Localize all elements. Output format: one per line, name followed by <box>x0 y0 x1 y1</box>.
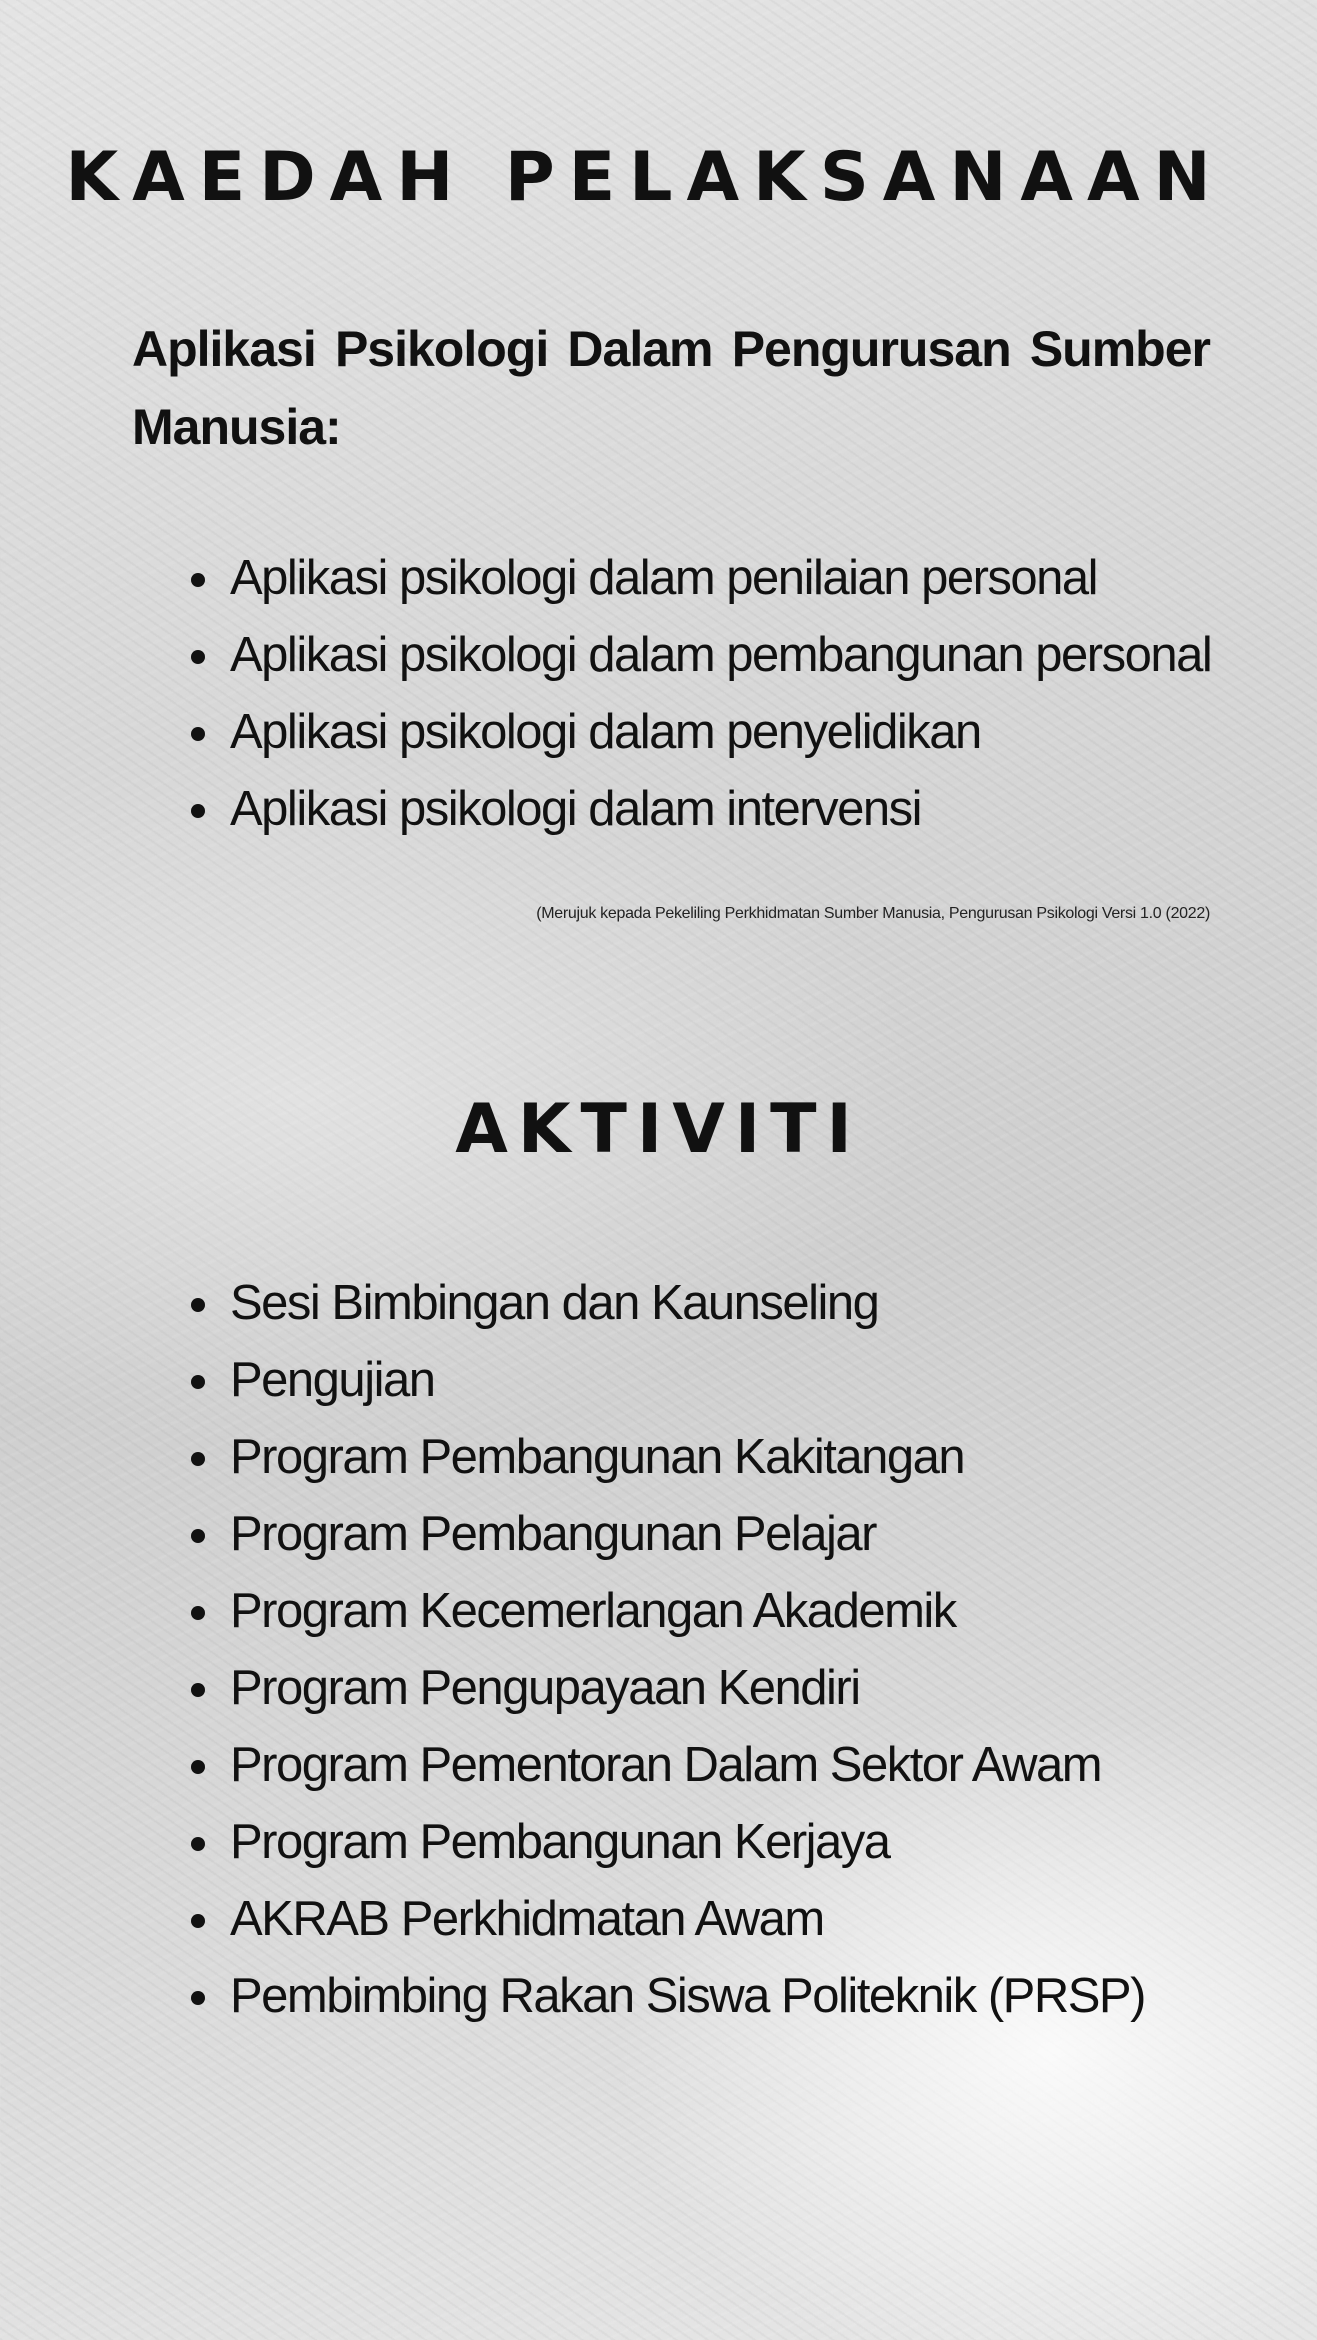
activities-title: AKTIVITI <box>455 1090 862 1169</box>
list-item: • Pembimbing Rakan Siswa Politeknik (PRSP) <box>226 1958 1317 2035</box>
section-subtitle: Aplikasi Psikologi Dalam Pengurusan Sumber Manusia: <box>132 321 1210 455</box>
list-item: • Program Pembangunan Kerjaya <box>226 1804 1317 1881</box>
source-note: (Merujuk kepada Pekeliling Perkhidmatan Sumber Manusia, Pengurusan Psikologi Versi 1.0 (2022) <box>536 905 1210 922</box>
list-item: • Aplikasi psikologi dalam intervensi <box>226 771 1317 848</box>
list-item: • Pengujian <box>226 1342 1317 1419</box>
list-item: • Aplikasi psikologi dalam penilaian personal <box>226 540 1317 617</box>
list-item: • Aplikasi psikologi dalam penyelidikan <box>226 694 1317 771</box>
list-item: • Program Pengupayaan Kendiri <box>226 1650 1317 1727</box>
list-item: • Program Pembangunan Kakitangan <box>226 1419 1317 1496</box>
activities-list <box>180 1265 1317 2035</box>
list-item: • AKRAB Perkhidmatan Awam <box>226 1881 1317 1958</box>
list-item: • Program Kecemerlangan Akademik <box>226 1573 1317 1650</box>
page-title: KAEDAH PELAKSANAAN <box>65 138 1225 217</box>
applications-list <box>180 540 1317 848</box>
list-item: • Sesi Bimbingan dan Kaunseling <box>226 1265 1317 1342</box>
list-item: • Aplikasi psikologi dalam pembangunan personal <box>226 617 1317 694</box>
list-item: • Program Pembangunan Pelajar <box>226 1496 1317 1573</box>
list-item: • Program Pementoran Dalam Sektor Awam <box>226 1727 1317 1804</box>
